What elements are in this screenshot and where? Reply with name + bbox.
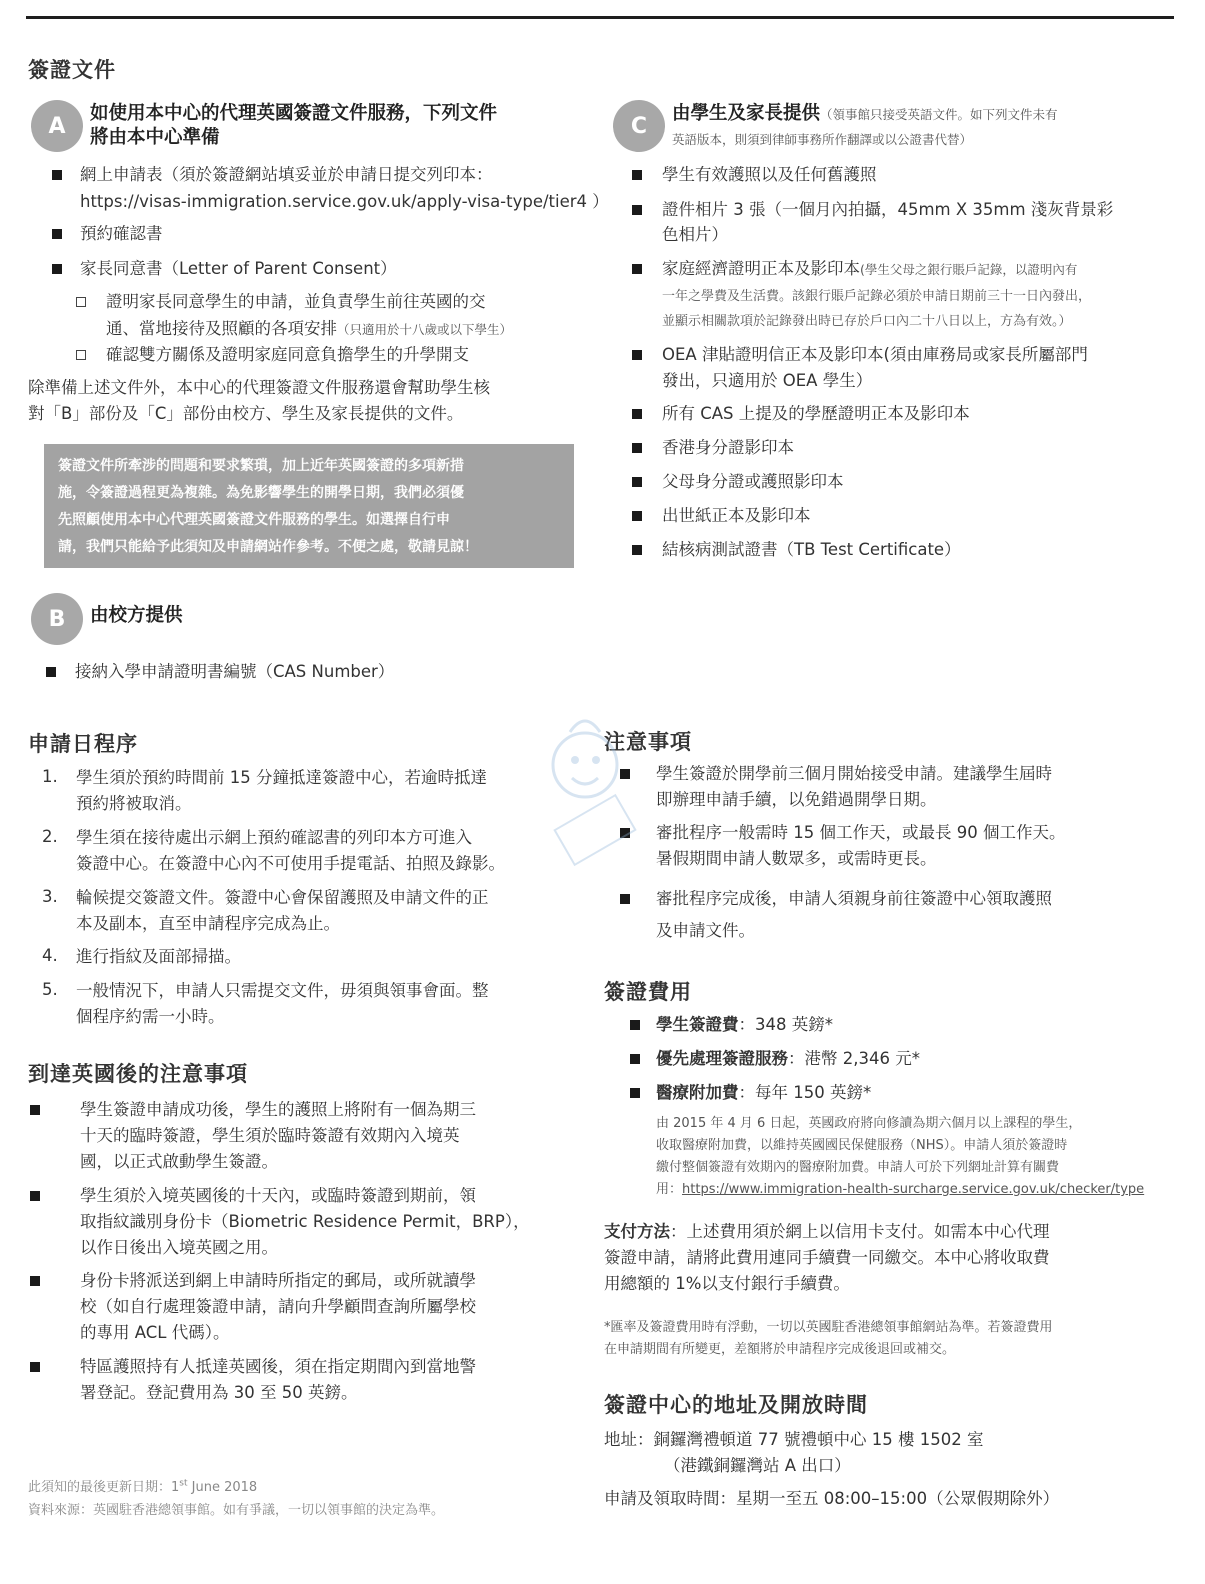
- step-1-line2: 預約將被取消。: [76, 794, 192, 813]
- notice-line: 施，令簽證過程更為複雜。為免影響學生的開學日期，我們必須優: [58, 485, 464, 501]
- section-a-title-line1: 如使用本中心的代理英國簽證文件服務，下列文件: [90, 103, 498, 124]
- doc-a-sub-1-line1: 證明家長同意學生的申請，並負責學生前往英國的交: [106, 292, 486, 311]
- baby-watermark-icon: [530, 700, 650, 870]
- notes-2-line2: 暑假期間申請人數眾多，或需時更長。: [656, 849, 937, 868]
- bullet-square: [632, 443, 642, 453]
- arrival-1-line2: 十天的臨時簽證，學生須於臨時簽證有效期內入境英: [80, 1126, 460, 1145]
- notes-1-line1: 學生簽證於開學前三個月開始接受申請。建議學生屆時: [656, 764, 1052, 783]
- step-5-line1: 一般情況下，申請人只需提交文件，毋須與領事會面。整: [76, 981, 489, 1000]
- bullet-square: [52, 264, 62, 274]
- opening-hours: 申請及領取時間：星期一至五 08:00–15:00（公眾假期除外）: [604, 1489, 1060, 1508]
- doc-c-item-6: 香港身分證影印本: [662, 438, 794, 457]
- doc-a-item-1-line1: 網上申請表（須於簽證網站填妥並於申請日提交列印本：: [80, 165, 493, 184]
- doc-a-item-1-line2: https://visas-immigration.service.gov.uk/apply-visa-type/tier4 ）: [80, 192, 609, 211]
- doc-c-item-3-line1: 家庭經濟證明正本及影印本: [662, 259, 860, 278]
- payment-text: ：上述費用須於網上以信用卡支付。如需本中心代理: [670, 1222, 1050, 1241]
- notice-line: 請，我們只能給予此須知及申請網站作參考。不便之處，敬請見諒！: [58, 539, 478, 555]
- arrival-2-line2: 取指紋識別身份卡（Biometric Residence Permit，BRP），: [80, 1212, 530, 1231]
- arrival-1-line3: 國，以正式啟動學生簽證。: [80, 1152, 278, 1171]
- section-c-note-2: 英語版本，則須到律師事務所作翻譯或以公證書代替）: [672, 132, 973, 147]
- nhs-line-1: 由 2015 年 4 月 6 日起，英國政府將向修讀為期六個月以上課程的學生，: [656, 1116, 1082, 1131]
- last-updated: [28, 1476, 257, 1495]
- nhs-line-2: 收取醫療附加費，以維持英國國民保健服務（NHS）。申請人須於簽證時: [656, 1138, 1068, 1153]
- notes-3-line2: 及申請文件。: [656, 921, 755, 940]
- fee-label: 醫療附加費: [656, 1083, 739, 1102]
- doc-a-sub-1-line2-wrap: [106, 316, 512, 343]
- section-title-arrival: 到達英國後的注意事項: [28, 1062, 248, 1086]
- step-4-line1: 進行指紋及面部掃描。: [76, 947, 241, 966]
- bullet-square: [30, 1191, 40, 1201]
- arrival-2-line3: 以作日後出入境英國之用。: [80, 1238, 278, 1257]
- bullet-square: [632, 409, 642, 419]
- fee-item-priority: [656, 1046, 920, 1072]
- doc-c-item-3-note-1: (學生父母之銀行賬戶記錄，以證明內有: [860, 262, 1078, 277]
- bullet-square: [620, 894, 630, 904]
- fee-value: ：348 英鎊*: [738, 1015, 833, 1034]
- nhs-surcharge-link[interactable]: https://www.immigration-health-surcharge.service.gov.uk/checker/type: [682, 1182, 1145, 1197]
- fee-label: 學生簽證費: [656, 1015, 739, 1034]
- section-a-title-line2: 將由本中心準備: [90, 127, 220, 148]
- notice-box: [44, 444, 574, 568]
- bullet-square: [630, 1020, 640, 1030]
- doc-c-item-2-line1: 證件相片 3 張（一個月內拍攝，45mm X 35mm 淺灰背景彩: [662, 200, 1114, 219]
- doc-a-extra-line2: 對「B」部份及「C」部份由校方、學生及家長提供的文件。: [28, 404, 464, 423]
- section-c-title: 由學生及家長提供: [672, 103, 821, 124]
- section-title-fees: 簽證費用: [604, 980, 692, 1004]
- section-title-address: 簽證中心的地址及開放時間: [604, 1393, 868, 1417]
- step-number: 2.: [42, 827, 58, 846]
- doc-c-item-7: 父母身分證或護照影印本: [662, 472, 844, 491]
- doc-c-item-3-wrap: [662, 256, 1077, 282]
- doc-a-extra-line1: 除準備上述文件外，本中心的代理簽證文件服務還會幫助學生核: [28, 378, 490, 397]
- step-1-line1: 學生須於預約時間前 15 分鐘抵達簽證中心，若逾時抵達: [76, 768, 487, 787]
- last-updated-prefix: 此須知的最後更新日期：1: [28, 1480, 180, 1495]
- bullet-square: [632, 264, 642, 274]
- bullet-square: [46, 667, 56, 677]
- notice-line: 先照顧使用本中心代理英國簽證文件服務的學生。如選擇自行申: [58, 512, 450, 528]
- step-5-line2: 個程序約需一小時。: [76, 1007, 225, 1026]
- notice-line: 簽證文件所牽涉的問題和要求繁瑣，加上近年英國簽證的多項新措: [58, 458, 464, 474]
- bullet-square: [630, 1088, 640, 1098]
- bullet-square: [30, 1362, 40, 1372]
- doc-c-item-3-note-3: 並顯示相關款項於記錄發出時已存於戶口內二十八日以上，方為有效。）: [662, 314, 1072, 329]
- fee-value: ：港幣 2,346 元*: [788, 1049, 920, 1068]
- doc-c-item-5: 所有 CAS 上提及的學歷證明正本及影印本: [662, 404, 970, 423]
- step-number: 3.: [42, 887, 58, 906]
- doc-a-item-2: 預約確認書: [80, 224, 163, 243]
- payment-line-1: [604, 1219, 1050, 1245]
- last-updated-suffix: June 2018: [187, 1480, 258, 1495]
- doc-c-item-4-line2: 發出，只適用於 OEA 學生）: [662, 371, 873, 390]
- step-2-line2: 簽證中心。在簽證中心內不可使用手提電話、拍照及錄影。: [76, 854, 505, 873]
- address-line-1: 地址：銅鑼灣禮頓道 77 號禮頓中心 15 樓 1502 室: [604, 1430, 984, 1449]
- address-line-2: （港鐵銅鑼灣站 A 出口）: [664, 1456, 851, 1475]
- bullet-square: [30, 1105, 40, 1115]
- fee-label: 優先處理簽證服務: [656, 1049, 788, 1068]
- bullet-square: [632, 205, 642, 215]
- doc-c-item-9: 結核病測試證書（TB Test Certificate）: [662, 540, 961, 559]
- step-number: 5.: [42, 980, 58, 999]
- doc-c-item-3-note-2: 一年之學費及生活費。該銀行賬戶記錄必須於申請日期前三十一日內發出，: [662, 289, 1092, 304]
- badge-a: A: [31, 100, 83, 152]
- doc-a-item-3: 家長同意書（Letter of Parent Consent）: [80, 259, 397, 278]
- nhs-link-line: [656, 1179, 1144, 1201]
- bullet-square: [52, 170, 62, 180]
- arrival-4-line1: 特區護照持有人抵達英國後，須在指定期間內到當地警: [80, 1357, 476, 1376]
- step-3-line2: 本及副本，直至申請程序完成為止。: [76, 914, 340, 933]
- doc-c-item-2-line2: 色相片）: [662, 225, 728, 244]
- bullet-square: [632, 477, 642, 487]
- fee-item-health: [656, 1080, 871, 1106]
- arrival-4-line2: 署登記。登記費用為 30 至 50 英鎊。: [80, 1383, 358, 1402]
- section-title-visa-documents: 簽證文件: [28, 58, 116, 82]
- fee-value: ：每年 150 英鎊*: [738, 1083, 872, 1102]
- badge-c: C: [613, 100, 665, 152]
- doc-c-item-8: 出世紙正本及影印本: [662, 506, 811, 525]
- arrival-3-line1: 身份卡將派送到網上申請時所指定的郵局，或所就讀學: [80, 1271, 476, 1290]
- doc-c-item-4-line1: OEA 津貼證明信正本及影印本(須由庫務局或家長所屬部門: [662, 345, 1088, 364]
- bullet-square: [632, 511, 642, 521]
- fee-item-student-visa: [656, 1012, 833, 1038]
- notes-1-line2: 即辦理申請手續，以免錯過開學日期。: [656, 790, 937, 809]
- step-3-line1: 輪候提交簽證文件。簽證中心會保留護照及申請文件的正: [76, 888, 489, 907]
- bullet-hollow: [76, 350, 86, 360]
- doc-a-sub-1-note: （只適用於十八歲或以下學生）: [337, 322, 513, 337]
- doc-b-item: 接納入學申請證明書編號（CAS Number）: [75, 662, 395, 681]
- bullet-square: [630, 1054, 640, 1064]
- step-number: 4.: [42, 946, 58, 965]
- top-rule: [26, 16, 1174, 19]
- nhs-line-3: 繳付整個簽證有效期內的醫療附加費。申請人可於下列網址計算有關費: [656, 1160, 1060, 1175]
- last-updated-sup: st: [179, 1478, 188, 1489]
- rate-note-line-2: 在申請期間有所變更，差額將於申請程序完成後退回或補交。: [604, 1342, 956, 1357]
- section-title-notes: 注意事項: [604, 730, 692, 754]
- section-b-title: 由校方提供: [90, 605, 183, 626]
- notes-2-line1: 審批程序一般需時 15 個工作天，或最長 90 個工作天。: [656, 823, 1066, 842]
- arrival-2-line1: 學生須於入境英國後的十天內，或臨時簽證到期前，領: [80, 1186, 476, 1205]
- notes-3-line1: 審批程序完成後，申請人須親身前往簽證中心領取護照: [656, 889, 1052, 908]
- section-c-note-1: （領事館只接受英語文件。如下列文件未有: [820, 107, 1058, 122]
- source-note: 資料來源：英國駐香港總領事館。如有爭議，一切以領事館的決定為準。: [28, 1503, 445, 1518]
- payment-line-3: 用總額的 1%以支付銀行手續費。: [604, 1274, 850, 1293]
- arrival-1-line1: 學生簽證申請成功後，學生的護照上將附有一個為期三: [80, 1100, 476, 1119]
- bullet-square: [632, 170, 642, 180]
- bullet-square: [52, 229, 62, 239]
- bullet-square: [632, 545, 642, 555]
- doc-a-sub-1-line2: 通、當地接待及照顧的各項安排: [106, 319, 337, 338]
- nhs-link-prefix: 用：: [656, 1182, 683, 1197]
- doc-a-sub-2: 確認雙方關係及證明家庭同意負擔學生的升學開支: [106, 345, 469, 364]
- badge-b: B: [31, 593, 83, 645]
- step-number: 1.: [42, 767, 58, 786]
- bullet-square: [30, 1276, 40, 1286]
- arrival-3-line3: 的專用 ACL 代碼）。: [80, 1323, 230, 1342]
- payment-label: 支付方法: [604, 1222, 670, 1241]
- bullet-square: [632, 350, 642, 360]
- rate-note-line-1: *匯率及簽證費用時有浮動，一切以英國駐香港總領事館網站為準。若簽證費用: [604, 1320, 1053, 1335]
- payment-line-2: 簽證申請，請將此費用連同手續費一同繳交。本中心將收取費: [604, 1248, 1050, 1267]
- bullet-hollow: [76, 297, 86, 307]
- arrival-3-line2: 校（如自行處理簽證申請，請向升學顧問查詢所屬學校: [80, 1297, 476, 1316]
- section-title-procedure: 申請日程序: [28, 732, 138, 756]
- step-2-line1: 學生須在接待處出示網上預約確認書的列印本方可進入: [76, 828, 472, 847]
- doc-c-item-1: 學生有效護照以及任何舊護照: [662, 165, 877, 184]
- section-c-title-wrap: [672, 102, 1058, 126]
